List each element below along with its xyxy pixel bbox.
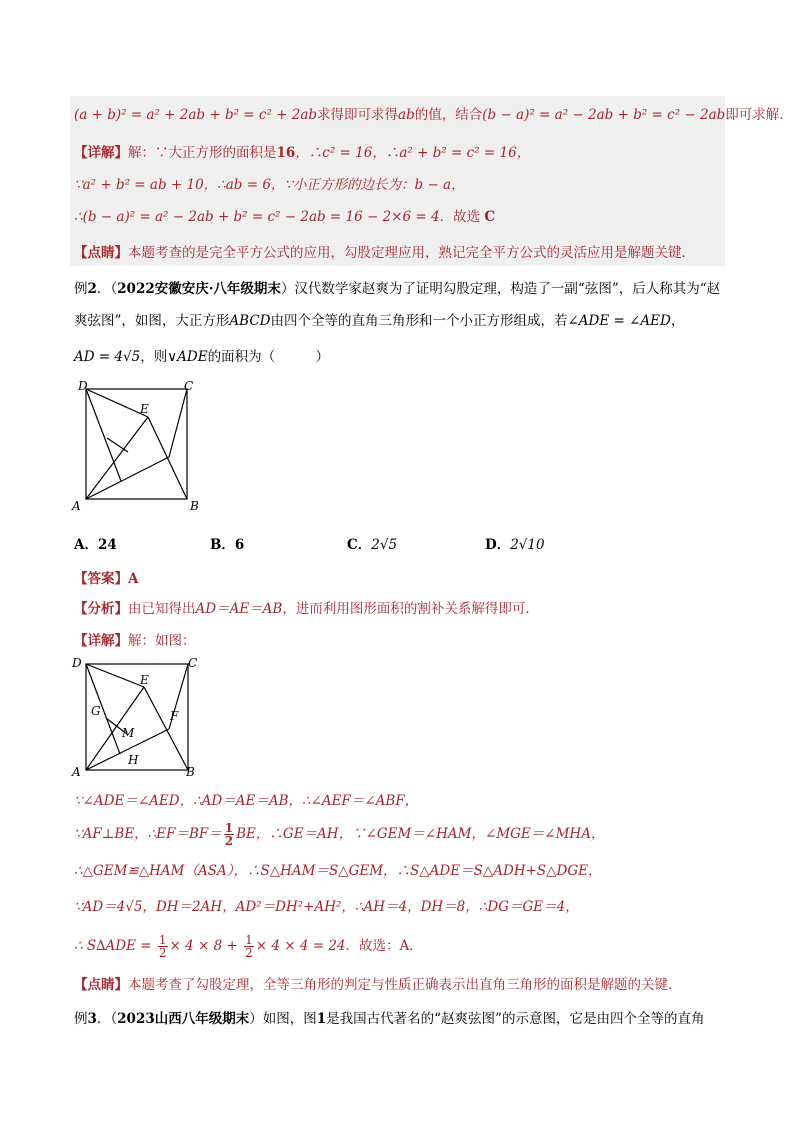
source: 2022安徽安庆·八年级期末 — [117, 281, 281, 297]
text: ）汉代数学家赵爽为了证明勾股定理，构造了一副“弦图”，后人称其为“赵 — [280, 281, 721, 297]
math: ∵a² + b² = ab + 10，∴ab = 6，∵小正方形的边长为：b − a， — [74, 177, 465, 193]
option-value: 24 — [97, 537, 117, 553]
number: 3 — [87, 1011, 97, 1027]
math: ∴ S∆ADE = — [74, 938, 152, 954]
label-E: E — [140, 402, 149, 416]
numerator: 1 — [224, 821, 234, 835]
text: 例 — [74, 281, 88, 297]
text: ．故选 — [439, 209, 481, 225]
solution-line4 — [74, 898, 579, 916]
comment-text: 本题考查了勾股定理，全等三角形的判定与性质正确表示出直角三角形的面积是解题的关键． — [128, 977, 682, 993]
text: ， — [670, 313, 685, 329]
label-M: M — [122, 726, 135, 740]
math: ab — [398, 107, 415, 123]
text: ．（ — [96, 1011, 118, 1027]
numerator: 1 — [158, 933, 167, 947]
option-value: 2√5 — [371, 537, 398, 553]
number: 1 — [316, 1011, 327, 1027]
block1-line1 — [74, 106, 793, 124]
math: AD＝AE＝AB — [195, 601, 283, 617]
text: 即可求解． — [725, 107, 793, 123]
math: ∵AD＝4√5，DH＝2AH，AD²＝DH²+AH²，∴AH＝4，DH＝8，∴DG＝GE＝4， — [74, 899, 579, 915]
option-label: A． — [74, 537, 98, 553]
label-A: A — [72, 499, 81, 513]
option-c[interactable] — [347, 536, 397, 554]
math: ∵∠ADE＝∠AED，∴AD＝AE＝AB，∴∠AEF＝∠ABF， — [74, 793, 419, 809]
number: 2 — [87, 281, 97, 297]
option-value: 2√10 — [510, 537, 545, 553]
figure-zhao-shuang-2 — [66, 654, 206, 780]
math: ∴△GEM≌△HAM（ASA），∴S△HAM＝S△GEM，∴S△ADE＝S△ADH+S△DGE， — [74, 863, 602, 879]
label-F: F — [170, 709, 179, 723]
option-label: C． — [347, 537, 372, 553]
math: × 4 × 4 = 24 — [255, 938, 346, 954]
answer — [74, 570, 138, 588]
text: ，进而利用图形面积的割补关系解得即可． — [282, 601, 539, 617]
block1-line3 — [74, 176, 465, 194]
text: 求得即可求得 — [317, 107, 399, 123]
detail2 — [74, 632, 196, 650]
fraction-half — [224, 822, 234, 847]
solution-line5 — [74, 934, 423, 959]
label-C: C — [188, 656, 198, 670]
numerator: 1 — [245, 933, 253, 947]
detail-tag: 【详解】 — [74, 145, 128, 161]
block1-comment — [74, 244, 695, 262]
option-label: B． — [210, 537, 235, 553]
text: ，则∨ — [140, 349, 178, 365]
math: × 4 × 8 + — [169, 938, 238, 954]
label-B: B — [190, 499, 199, 513]
text: ．故选：A． — [345, 938, 423, 954]
text: 解：如图： — [128, 633, 196, 649]
comment-tag: 【点睛】 — [74, 245, 128, 261]
label-E: E — [140, 673, 149, 687]
comment-text: 本题考查的是完全平方公式的应用，勾股定理应用，熟记完全平方公式的灵活应用是解题关键． — [128, 245, 695, 261]
answer-value: A — [128, 571, 139, 587]
block1-detail — [74, 144, 530, 162]
option-a[interactable] — [74, 536, 117, 554]
math: ADE — [177, 349, 208, 365]
label-D: D — [72, 656, 82, 670]
text: 是我国古代著名的“赵爽弦图”的示意图，它是由四个全等的直角 — [326, 1011, 705, 1027]
solution-line3 — [74, 862, 601, 880]
label-D: D — [78, 379, 88, 393]
option-b[interactable] — [210, 536, 244, 554]
text: 例 — [74, 1011, 88, 1027]
label-A: A — [72, 765, 81, 779]
solution-line1 — [74, 792, 418, 810]
example2-line2 — [74, 312, 684, 330]
example2-line1 — [74, 280, 720, 298]
math: AD = 4√5 — [74, 349, 141, 365]
analysis — [74, 600, 539, 618]
text: 解：∵大正方形的面积是 — [128, 145, 277, 161]
block1-line4 — [74, 208, 495, 226]
math: ∵AF⊥BE，∴EF＝BF＝ — [74, 826, 222, 842]
text: 由四个全等的直角三角形和一个小正方形组成，若 — [270, 313, 568, 329]
text: 爽弦图”，如图，大正方形 — [74, 313, 230, 329]
text: 的面积为（ ） — [207, 349, 330, 365]
option-value: 6 — [234, 537, 245, 553]
math: (b − a)² = a² − 2ab + b² = c² − 2ab — [482, 107, 726, 123]
denominator: 2 — [158, 946, 167, 960]
figure-zhao-shuang-1 — [66, 378, 206, 514]
text: ．（ — [96, 281, 118, 297]
denominator: 2 — [245, 946, 253, 960]
source: 2023山西八年级期末 — [117, 1011, 250, 1027]
example2-line3 — [74, 348, 329, 366]
fraction-half-2 — [244, 934, 254, 959]
solution-line2 — [74, 822, 604, 847]
fraction-half-1 — [158, 934, 168, 959]
math: (a + b)² = a² + 2ab + b² = c² + 2ab — [74, 107, 318, 123]
label-C: C — [184, 379, 194, 393]
analysis-tag: 【分析】 — [74, 601, 128, 617]
math: ∴(b − a)² = a² − 2ab + b² = c² − 2ab = 16 − 2×6 = 4 — [74, 209, 440, 225]
label-H: H — [128, 753, 139, 767]
option-label: D． — [485, 537, 511, 553]
text: 由已知得出 — [128, 601, 196, 617]
math: ，∴c² = 16，∴a² + b² = c² = 16， — [295, 145, 531, 161]
text: 的值，结合 — [414, 107, 483, 123]
example3-line1 — [74, 1010, 704, 1028]
option-d[interactable] — [485, 536, 545, 554]
number: 16 — [276, 145, 296, 161]
choice: C — [484, 209, 496, 225]
answer-tag: 【答案】 — [74, 571, 128, 587]
example2-comment — [74, 976, 682, 994]
math: BE，∴GE＝AH，∵∠GEM＝∠HAM，∠MGE＝∠MHA， — [236, 826, 605, 842]
detail-tag: 【详解】 — [74, 633, 128, 649]
math: ABCD — [229, 313, 271, 329]
denominator: 2 — [224, 834, 234, 848]
math: ∠ADE = ∠AED — [567, 313, 671, 329]
label-G: G — [91, 704, 101, 718]
label-B: B — [186, 765, 195, 779]
comment-tag: 【点睛】 — [74, 977, 128, 993]
text: ）如图，图 — [249, 1011, 317, 1027]
